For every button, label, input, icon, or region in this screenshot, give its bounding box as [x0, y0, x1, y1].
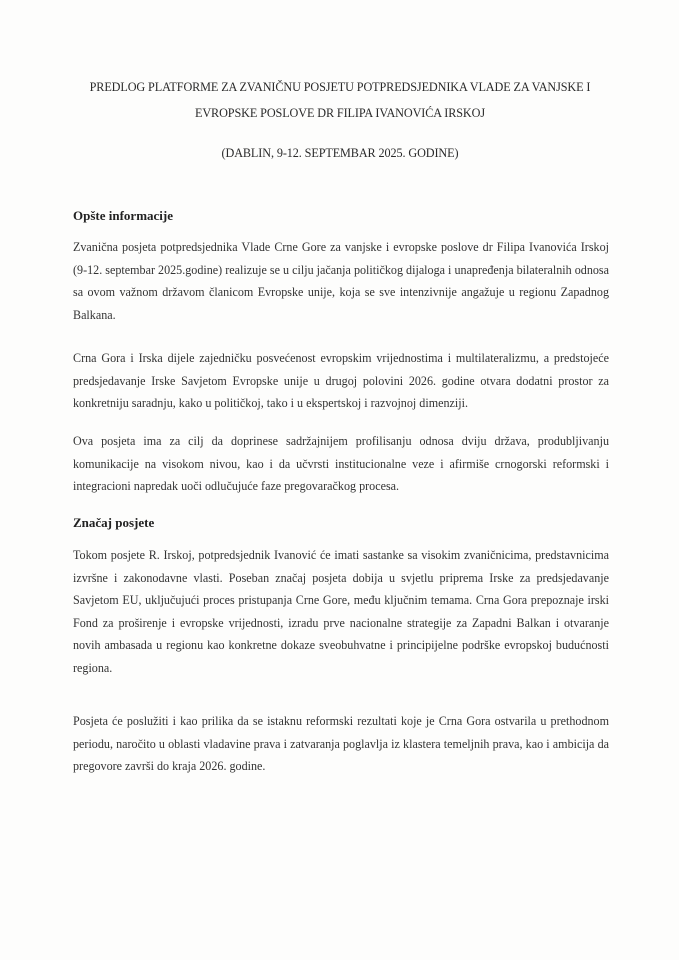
section-heading-visit-significance: Značaj posjete	[73, 515, 155, 530]
document-title-line-2: EVROPSKE POSLOVE DR FILIPA IVANOVIĆA IRSKOJ	[195, 106, 485, 120]
paragraph: Zvanična posjeta potpredsjednika Vlade Crne Gore za vanjske i evropske poslove dr Filipa Ivanovića Irskoj (9-12. septembar 2025.godine) realizuje se u cilju jačanja političkog dijaloga i unapređenja bilateralnih odnosa sa ovom važnom državom članicom Evropske unije, koja se sve intenzivnije angažuje u regionu Zapadnog Balkana.	[73, 240, 609, 322]
paragraph: Crna Gora i Irska dijele zajedničku posvećenost evropskim vrijednostima i multilateralizmu, a predstojeće predsjedavanje Irske Savjetom Evropske unije u drugoj polovini 2026. godine otvara dodatni prostor za konkretniju saradnju, kako u političkoj, tako i u ekspertskoj i razvojnoj dimenziji.	[73, 351, 609, 410]
paragraph: Posjeta će poslužiti i kao prilika da se istaknu reformski rezultati koje je Crna Gora ostvarila u prethodnom periodu, naročito u oblasti vladavine prava i zatvaranja poglavlja iz klastera temeljnih prava, kao i ambicija da pregovore završi do kraja 2026. godine.	[73, 714, 609, 773]
document-subtitle-date: (DABLIN, 9-12. SEPTEMBAR 2025. GODINE)	[221, 146, 459, 160]
paragraph: Ova posjeta ima za cilj da doprinese sadržajnijem profilisanju odnosa dviju država, produbljivanju komunikacije na visokom nivou, kao i da učvrsti institucionalne veze i afirmiše crnogorski reformski i integracioni napredak uoči odlučujuće faze pregovaračkog procesa.	[73, 434, 609, 493]
document-title-line-1: PREDLOG PLATFORME ZA ZVANIČNU POSJETU POTPREDSJEDNIKA VLADE ZA VANJSKE I	[89, 80, 591, 94]
section-heading-general-info: Opšte informacije	[73, 208, 174, 223]
paragraph: Tokom posjete R. Irskoj, potpredsjednik Ivanović će imati sastanke sa visokim zvaničnicima, predstavnicima izvršne i zakonodavne vlasti. Poseban značaj posjeta dobija u svjetlu priprema Irske za predsjedavanje Savjetom EU, uključujući proces pristupanja Crne Gore, među ključnim temama. Crna Gora prepoznaje irski Fond za proširenje i evropske vrijednosti, izradu prve nacionalne strategije za Zapadni Balkan i otvaranje novih ambasada u regionu kao konkretne dokaze sveobuhvatne i principijelne podrške evropskoj budućnosti regiona.	[73, 548, 609, 675]
